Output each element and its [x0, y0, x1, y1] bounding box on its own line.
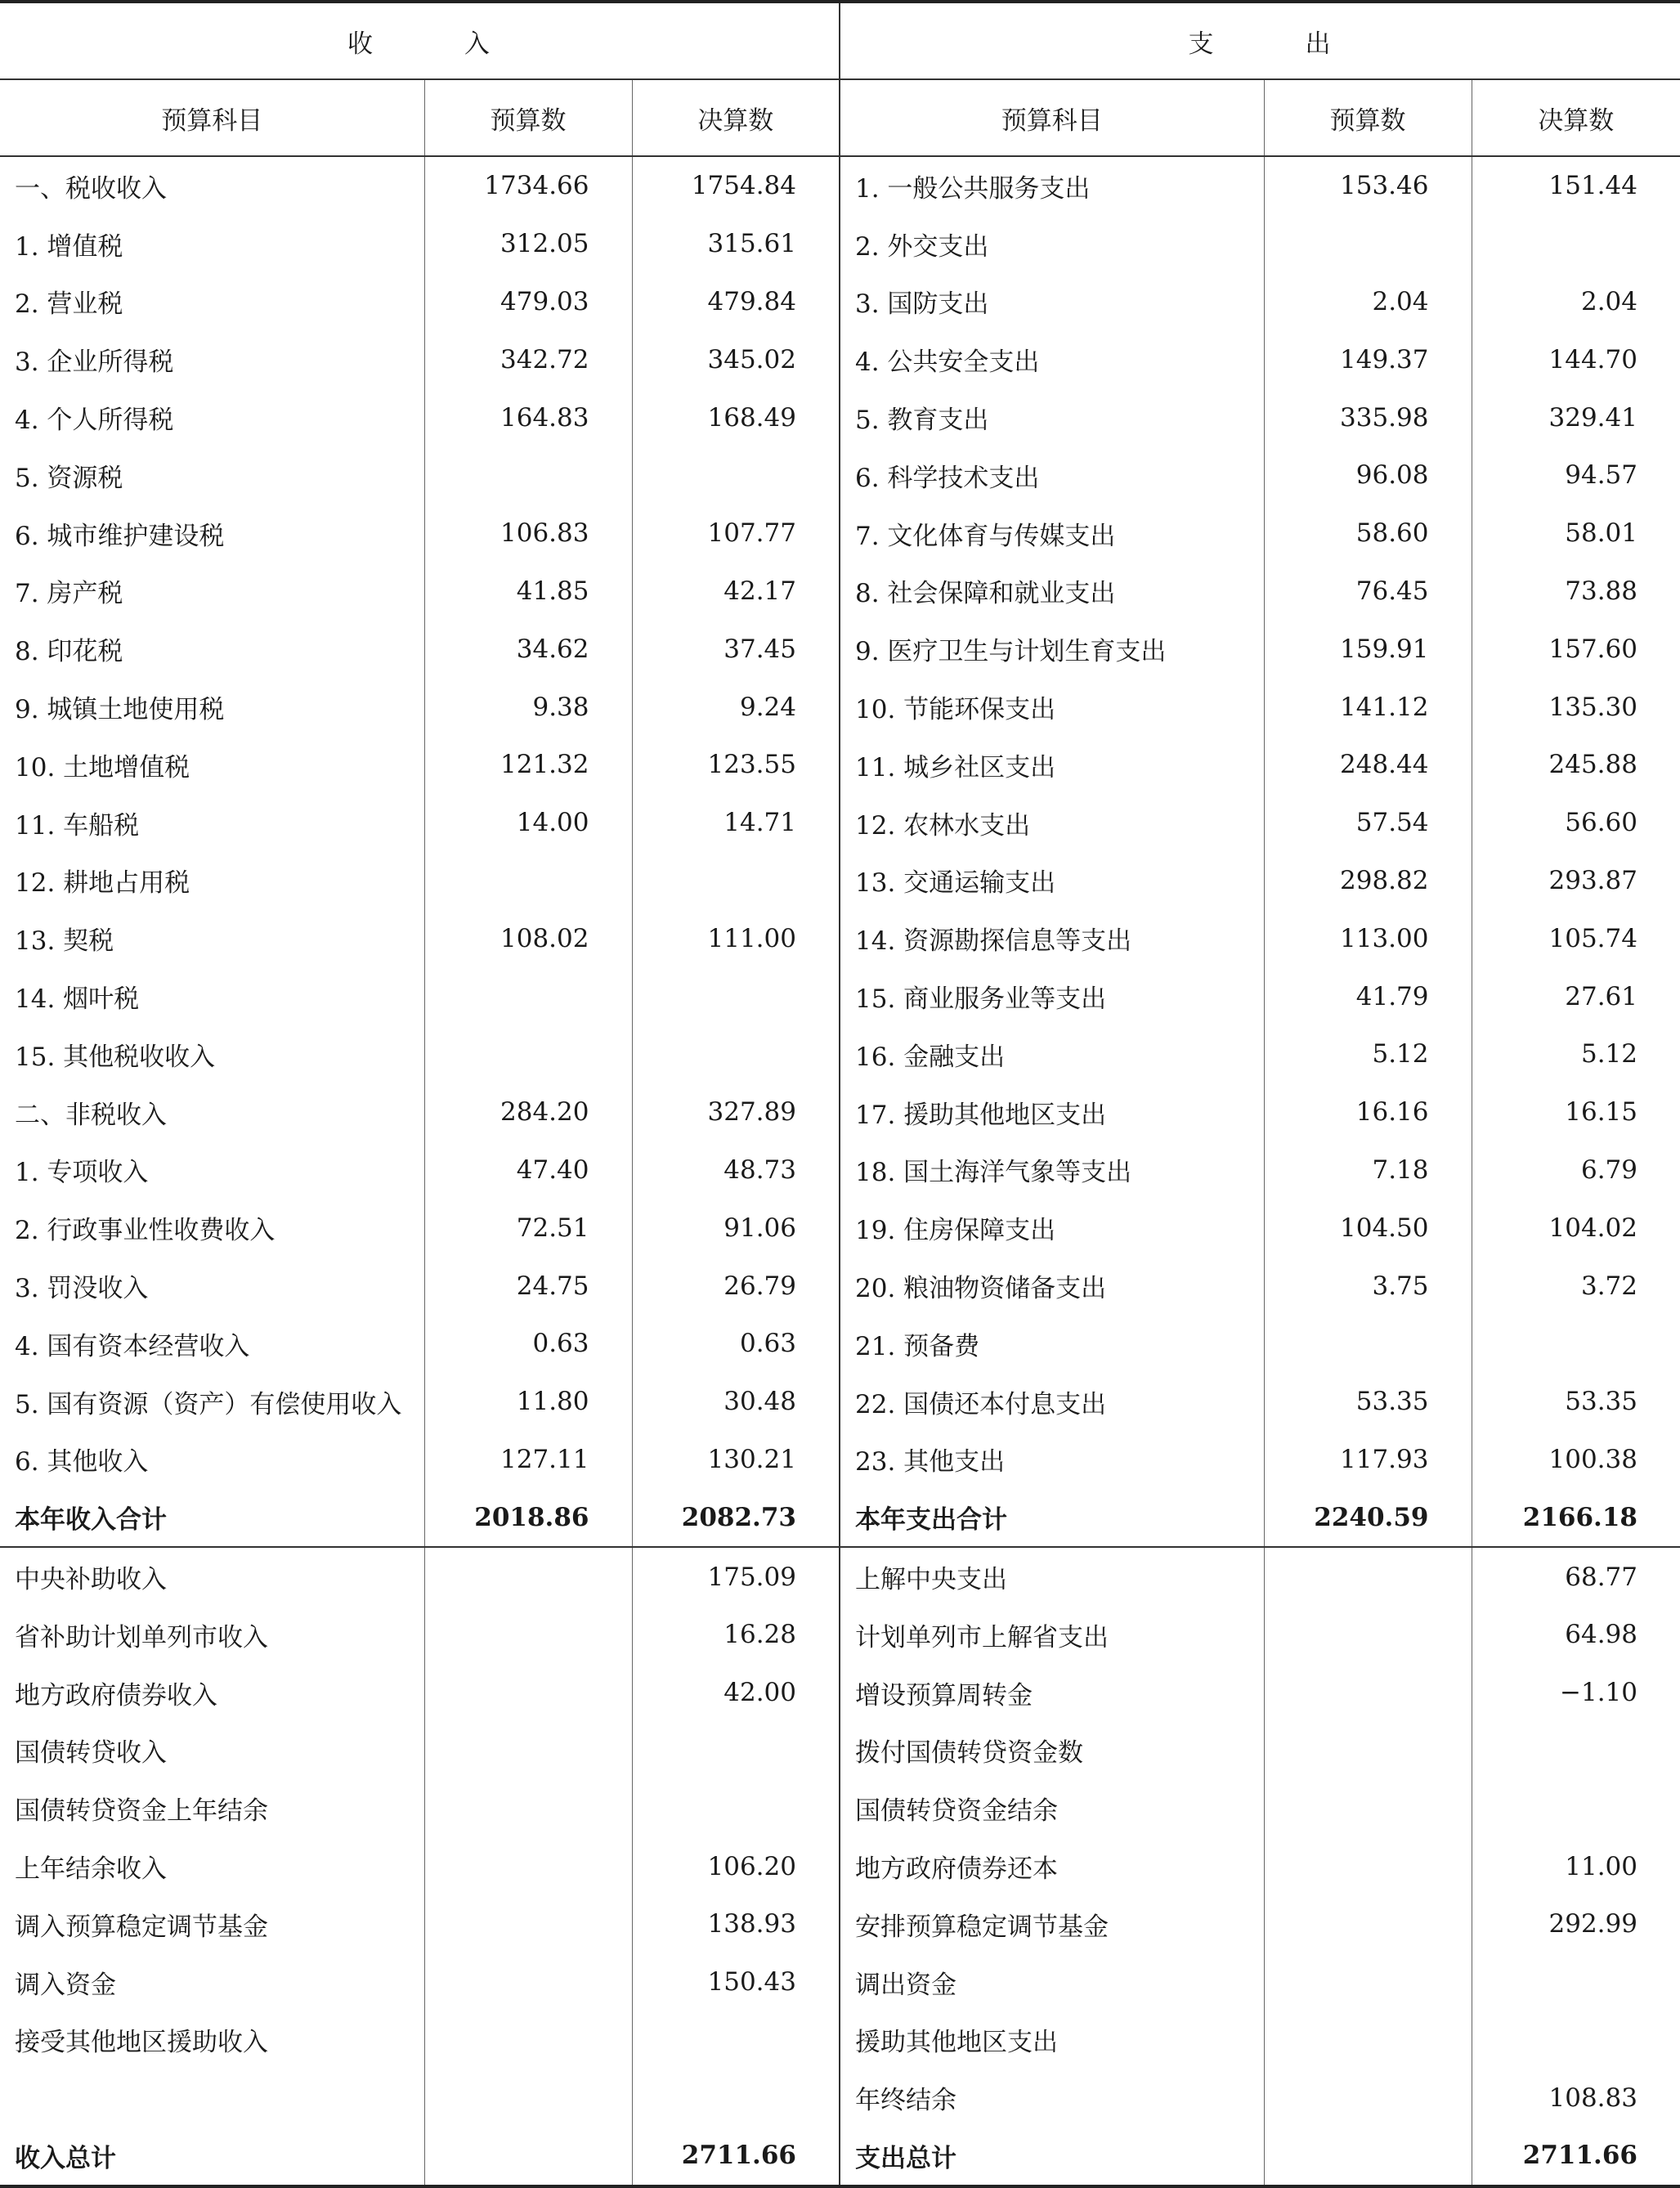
table-row [0, 1083, 1680, 1141]
expense-budget-cell: 149.37 [1264, 330, 1472, 388]
expense-final-cell: 100.38 [1548, 1444, 1637, 1474]
income-item-cell: 一、税收收入 [0, 156, 424, 215]
income-item-header: 预算科目 [0, 79, 424, 156]
total-row [0, 2127, 1680, 2186]
expense-item-cell: 22. 国债还本付息支出 [840, 1373, 1264, 1431]
income-budget-cell: 108.02 [424, 909, 632, 967]
expense-final-cell: 105.74 [1548, 923, 1637, 953]
income-item-cell: 7. 房产税 [0, 563, 424, 621]
expense-item-cell: 18. 国土海洋气象等支出 [840, 1141, 1264, 1199]
income-budget-cell: 24.75 [424, 1257, 632, 1315]
income-item-cell: 1. 增值税 [0, 215, 424, 273]
income-final-cell: 123.55 [632, 736, 840, 794]
income-budget-cell [424, 1664, 632, 1722]
expense-final-cell: 144.70 [1548, 344, 1637, 374]
expense-item-cell: 9. 医疗卫生与计划生育支出 [840, 620, 1264, 678]
income-final-cell: 150.43 [632, 1953, 840, 2011]
income-section-title: 收 入 [0, 2, 840, 79]
income-item-cell: 3. 罚没收入 [0, 1257, 424, 1315]
income-final-cell: 168.49 [632, 388, 840, 446]
expense-final-cell: 73.88 [1565, 576, 1637, 606]
income-item-cell: 省补助计划单列市收入 [0, 1606, 424, 1664]
income-item-cell: 上年结余收入 [0, 1837, 424, 1895]
income-item-cell: 13. 契税 [0, 909, 424, 967]
expense-budget-cell [1264, 2069, 1472, 2127]
table-row [0, 215, 1680, 273]
income-item-cell: 11. 车船税 [0, 794, 424, 852]
expense-budget-cell: 159.91 [1264, 620, 1472, 678]
expense-budget-cell: 41.79 [1264, 967, 1472, 1025]
expense-budget-cell [1264, 1837, 1472, 1895]
income-item-cell: 4. 国有资本经营收入 [0, 1315, 424, 1373]
income-budget-cell: 2018.86 [424, 1488, 632, 1547]
income-final-cell: 42.17 [632, 563, 840, 621]
expense-budget-cell: 2.04 [1264, 273, 1472, 331]
income-item-cell [0, 2069, 424, 2127]
expense-item-cell: 国债转贷资金结余 [840, 1779, 1264, 1837]
expense-item-cell: 14. 资源勘探信息等支出 [840, 909, 1264, 967]
table-row [0, 1547, 1680, 1606]
table-row [0, 1606, 1680, 1664]
expense-budget-cell [1264, 1722, 1472, 1780]
expense-final-cell [1472, 1315, 1680, 1373]
income-budget-cell: 9.38 [424, 678, 632, 736]
income-budget-cell: 284.20 [424, 1083, 632, 1141]
income-final-cell: 48.73 [632, 1141, 840, 1199]
income-item-cell: 中央补助收入 [0, 1547, 424, 1606]
income-item-cell: 调入预算稳定调节基金 [0, 1895, 424, 1953]
income-budget-cell [424, 1837, 632, 1895]
table-row [0, 1257, 1680, 1315]
income-final-cell [632, 1722, 840, 1780]
expense-budget-cell [1264, 1895, 1472, 1953]
expense-final-cell: 151.44 [1548, 171, 1637, 201]
expense-item-cell: 15. 商业服务业等支出 [840, 967, 1264, 1025]
expense-item-cell: 3. 国防支出 [840, 273, 1264, 331]
table-row [0, 1779, 1680, 1837]
expense-final-cell: 56.60 [1565, 808, 1637, 838]
income-item-cell: 接受其他地区援助收入 [0, 2011, 424, 2069]
expense-final-cell: 94.57 [1565, 460, 1637, 491]
table-row [0, 736, 1680, 794]
expense-final-cell: 11.00 [1565, 1851, 1637, 1881]
expense-final-cell: 2166.18 [1472, 1488, 1680, 1547]
income-budget-cell [424, 852, 632, 910]
income-final-cell: 111.00 [632, 909, 840, 967]
income-item-cell: 2. 营业税 [0, 273, 424, 331]
expense-budget-cell: 58.60 [1264, 504, 1472, 563]
income-budget-cell: 312.05 [424, 215, 632, 273]
expense-final-cell: 53.35 [1565, 1387, 1637, 1417]
table-row [0, 1664, 1680, 1722]
table-row [0, 1722, 1680, 1780]
table-row [0, 1837, 1680, 1895]
expense-final-cell: 135.30 [1548, 692, 1637, 722]
section-header-row [0, 2, 1680, 79]
income-budget-cell [424, 1953, 632, 2011]
income-item-cell: 6. 其他收入 [0, 1431, 424, 1489]
expense-item-cell: 5. 教育支出 [840, 388, 1264, 446]
income-item-cell: 本年收入合计 [0, 1488, 424, 1547]
expense-final-cell [1472, 1722, 1680, 1780]
expense-budget-cell [1264, 2127, 1472, 2186]
expense-item-cell: 增设预算周转金 [840, 1664, 1264, 1722]
income-final-cell: 16.28 [632, 1606, 840, 1664]
expense-budget-cell: 7.18 [1264, 1141, 1472, 1199]
income-budget-cell [424, 2069, 632, 2127]
income-final-cell: 30.48 [632, 1373, 840, 1431]
expense-section-title: 支 出 [840, 2, 1680, 79]
income-budget-cell: 41.85 [424, 563, 632, 621]
expense-budget-cell [1264, 1547, 1472, 1606]
expense-final-cell: 108.83 [1548, 2083, 1637, 2113]
expense-budget-cell [1264, 1664, 1472, 1722]
expense-budget-cell: 141.12 [1264, 678, 1472, 736]
income-budget-cell: 127.11 [424, 1431, 632, 1489]
expense-item-cell: 上解中央支出 [840, 1547, 1264, 1606]
income-final-cell [632, 2069, 840, 2127]
expense-final-cell: 64.98 [1565, 1620, 1637, 1650]
table-row [0, 1895, 1680, 1953]
expense-budget-cell: 298.82 [1264, 852, 1472, 910]
expense-item-cell: 支出总计 [840, 2127, 1264, 2186]
income-budget-cell: 164.83 [424, 388, 632, 446]
total-row [0, 1488, 1680, 1547]
income-budget-cell [424, 446, 632, 504]
column-header-row [0, 79, 1680, 156]
expense-item-cell: 6. 科学技术支出 [840, 446, 1264, 504]
expense-item-cell: 拨付国债转贷资金数 [840, 1722, 1264, 1780]
expense-item-cell: 年终结余 [840, 2069, 1264, 2127]
income-item-cell: 14. 烟叶税 [0, 967, 424, 1025]
expense-final-cell: 292.99 [1548, 1909, 1637, 1939]
expense-budget-cell: 248.44 [1264, 736, 1472, 794]
expense-final-cell: 2.04 [1580, 286, 1637, 316]
expense-budget-cell: 5.12 [1264, 1025, 1472, 1083]
table-row [0, 1025, 1680, 1083]
expense-budget-cell [1264, 2011, 1472, 2069]
table-row [0, 852, 1680, 910]
expense-item-cell: 8. 社会保障和就业支出 [840, 563, 1264, 621]
expense-final-cell: 58.01 [1565, 518, 1637, 549]
expense-budget-cell [1264, 215, 1472, 273]
income-budget-cell [424, 1722, 632, 1780]
income-item-cell: 15. 其他税收收入 [0, 1025, 424, 1083]
expense-item-cell: 安排预算稳定调节基金 [840, 1895, 1264, 1953]
table-row [0, 273, 1680, 331]
income-item-cell: 4. 个人所得税 [0, 388, 424, 446]
income-budget-cell: 479.03 [424, 273, 632, 331]
income-final-cell: 26.79 [632, 1257, 840, 1315]
table-row [0, 1373, 1680, 1431]
expense-final-cell: 157.60 [1548, 634, 1637, 664]
expense-item-cell: 12. 农林水支出 [840, 794, 1264, 852]
expense-item-cell: 地方政府债券还本 [840, 1837, 1264, 1895]
income-item-cell: 3. 企业所得税 [0, 330, 424, 388]
expense-budget-cell: 104.50 [1264, 1199, 1472, 1257]
income-final-cell: 91.06 [632, 1199, 840, 1257]
expense-budget-cell [1264, 1315, 1472, 1373]
expense-budget-header: 预算数 [1264, 79, 1472, 156]
income-budget-cell [424, 1547, 632, 1606]
income-budget-cell: 121.32 [424, 736, 632, 794]
income-budget-cell [424, 2127, 632, 2186]
table-row [0, 156, 1680, 215]
expense-item-cell: 4. 公共安全支出 [840, 330, 1264, 388]
table-row [0, 563, 1680, 621]
income-final-cell: 106.20 [632, 1837, 840, 1895]
expense-budget-cell: 57.54 [1264, 794, 1472, 852]
income-budget-cell: 342.72 [424, 330, 632, 388]
expense-final-header: 决算数 [1472, 79, 1680, 156]
expense-item-cell: 21. 预备费 [840, 1315, 1264, 1373]
expense-final-cell: −1.10 [1560, 1678, 1637, 1708]
income-item-cell: 10. 土地增值税 [0, 736, 424, 794]
expense-final-cell: 5.12 [1580, 1039, 1637, 1069]
income-budget-cell [424, 1779, 632, 1837]
table-row [0, 1141, 1680, 1199]
expense-budget-cell: 2240.59 [1264, 1488, 1472, 1547]
income-budget-cell [424, 1895, 632, 1953]
income-item-cell: 6. 城市维护建设税 [0, 504, 424, 563]
table-row [0, 1199, 1680, 1257]
income-item-cell: 收入总计 [0, 2127, 424, 2186]
income-final-cell: 14.71 [632, 794, 840, 852]
income-final-cell: 345.02 [632, 330, 840, 388]
expense-final-cell: 27.61 [1565, 981, 1637, 1011]
expense-budget-cell: 76.45 [1264, 563, 1472, 621]
table-row [0, 1315, 1680, 1373]
expense-item-cell: 23. 其他支出 [840, 1431, 1264, 1489]
income-budget-header: 预算数 [424, 79, 632, 156]
income-final-cell: 2711.66 [632, 2127, 840, 2186]
income-budget-cell: 14.00 [424, 794, 632, 852]
expense-item-cell: 2. 外交支出 [840, 215, 1264, 273]
income-final-cell [632, 967, 840, 1025]
expense-budget-cell: 113.00 [1264, 909, 1472, 967]
income-budget-cell: 1734.66 [424, 156, 632, 215]
expense-item-cell: 16. 金融支出 [840, 1025, 1264, 1083]
income-item-cell: 二、非税收入 [0, 1083, 424, 1141]
table-row [0, 1953, 1680, 2011]
income-budget-cell [424, 2011, 632, 2069]
table-row [0, 620, 1680, 678]
income-budget-cell [424, 967, 632, 1025]
expense-item-cell: 10. 节能环保支出 [840, 678, 1264, 736]
expense-budget-cell: 3.75 [1264, 1257, 1472, 1315]
income-final-cell [632, 852, 840, 910]
expense-budget-cell [1264, 1779, 1472, 1837]
income-final-cell: 315.61 [632, 215, 840, 273]
income-item-cell: 9. 城镇土地使用税 [0, 678, 424, 736]
income-final-cell: 130.21 [632, 1431, 840, 1489]
income-item-cell: 国债转贷收入 [0, 1722, 424, 1780]
income-item-cell: 8. 印花税 [0, 620, 424, 678]
income-item-cell: 地方政府债券收入 [0, 1664, 424, 1722]
expense-item-cell: 调出资金 [840, 1953, 1264, 2011]
expense-item-cell: 20. 粮油物资储备支出 [840, 1257, 1264, 1315]
expense-item-cell: 19. 住房保障支出 [840, 1199, 1264, 1257]
income-budget-cell: 0.63 [424, 1315, 632, 1373]
expense-item-cell: 1. 一般公共服务支出 [840, 156, 1264, 215]
expense-final-cell [1472, 215, 1680, 273]
income-item-cell: 1. 专项收入 [0, 1141, 424, 1199]
expense-budget-cell: 153.46 [1264, 156, 1472, 215]
income-final-cell: 138.93 [632, 1895, 840, 1953]
table-row [0, 330, 1680, 388]
expense-item-header: 预算科目 [840, 79, 1264, 156]
expense-budget-cell: 16.16 [1264, 1083, 1472, 1141]
table-row [0, 504, 1680, 563]
income-final-cell: 2082.73 [632, 1488, 840, 1547]
expense-item-cell: 13. 交通运输支出 [840, 852, 1264, 910]
expense-item-cell: 本年支出合计 [840, 1488, 1264, 1547]
income-final-cell: 479.84 [632, 273, 840, 331]
income-item-cell: 2. 行政事业性收费收入 [0, 1199, 424, 1257]
expense-final-cell: 3.72 [1580, 1271, 1637, 1301]
income-item-cell: 5. 国有资源（资产）有偿使用收入 [0, 1373, 424, 1431]
expense-final-cell [1472, 1779, 1680, 1837]
income-final-cell: 107.77 [632, 504, 840, 563]
income-final-cell: 0.63 [632, 1315, 840, 1373]
expense-final-cell: 293.87 [1548, 865, 1637, 895]
income-final-cell: 42.00 [632, 1664, 840, 1722]
expense-final-cell: 245.88 [1548, 750, 1637, 780]
income-budget-cell: 47.40 [424, 1141, 632, 1199]
expense-item-cell: 17. 援助其他地区支出 [840, 1083, 1264, 1141]
income-item-cell: 5. 资源税 [0, 446, 424, 504]
table-row [0, 2011, 1680, 2069]
expense-final-cell: 329.41 [1548, 402, 1637, 433]
income-budget-cell [424, 1606, 632, 1664]
income-item-cell: 调入资金 [0, 1953, 424, 2011]
expense-budget-cell [1264, 1606, 1472, 1664]
table-row [0, 678, 1680, 736]
income-final-header: 决算数 [632, 79, 840, 156]
table-row [0, 2069, 1680, 2127]
expense-final-cell: 104.02 [1548, 1213, 1637, 1243]
expense-final-cell: 16.15 [1565, 1097, 1637, 1128]
expense-budget-cell: 96.08 [1264, 446, 1472, 504]
table-row [0, 967, 1680, 1025]
expense-item-cell: 计划单列市上解省支出 [840, 1606, 1264, 1664]
income-budget-cell: 34.62 [424, 620, 632, 678]
expense-budget-cell: 53.35 [1264, 1373, 1472, 1431]
income-item-cell: 国债转贷资金上年结余 [0, 1779, 424, 1837]
table-row [0, 1431, 1680, 1489]
income-final-cell [632, 1025, 840, 1083]
expense-item-cell: 援助其他地区支出 [840, 2011, 1264, 2069]
income-final-cell: 37.45 [632, 620, 840, 678]
income-final-cell [632, 2011, 840, 2069]
table-row [0, 794, 1680, 852]
income-final-cell: 327.89 [632, 1083, 840, 1141]
table-row [0, 446, 1680, 504]
expense-final-cell [1472, 1953, 1680, 2011]
expense-budget-cell: 117.93 [1264, 1431, 1472, 1489]
expense-budget-cell [1264, 1953, 1472, 2011]
income-final-cell: 9.24 [632, 678, 840, 736]
income-final-cell: 1754.84 [632, 156, 840, 215]
table-row [0, 909, 1680, 967]
expense-item-cell: 7. 文化体育与传媒支出 [840, 504, 1264, 563]
expense-item-cell: 11. 城乡社区支出 [840, 736, 1264, 794]
income-final-cell [632, 446, 840, 504]
income-final-cell: 175.09 [632, 1547, 840, 1606]
income-final-cell [632, 1779, 840, 1837]
expense-final-cell: 68.77 [1565, 1562, 1637, 1592]
expense-final-cell: 2711.66 [1522, 2141, 1637, 2171]
income-budget-cell: 106.83 [424, 504, 632, 563]
income-item-cell: 12. 耕地占用税 [0, 852, 424, 910]
table-row [0, 388, 1680, 446]
expense-final-cell: 6.79 [1580, 1155, 1637, 1185]
income-budget-cell: 11.80 [424, 1373, 632, 1431]
expense-final-cell [1472, 2011, 1680, 2069]
income-budget-cell: 72.51 [424, 1199, 632, 1257]
income-budget-cell [424, 1025, 632, 1083]
expense-budget-cell: 335.98 [1264, 388, 1472, 446]
